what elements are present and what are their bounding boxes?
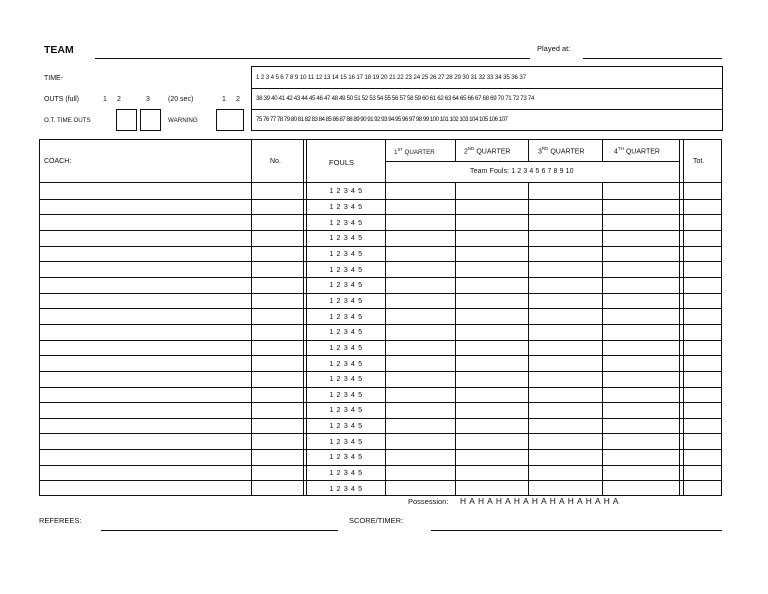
col-line-q4-tot-a <box>679 139 680 496</box>
row-divider <box>39 340 722 341</box>
row-divider <box>39 387 722 388</box>
q4-sup: TH <box>617 146 624 151</box>
player-fouls-cell[interactable]: 1 2 3 4 5 <box>329 452 363 462</box>
q2-sup: ND <box>467 146 475 151</box>
player-fouls-cell[interactable]: 1 2 3 4 5 <box>329 264 363 274</box>
outs-full-3[interactable]: 3 <box>146 96 150 103</box>
player-fouls-cell[interactable]: 1 2 3 4 5 <box>329 405 363 415</box>
q2-num: 2 <box>464 148 468 156</box>
row-divider <box>39 199 722 200</box>
player-fouls-cell[interactable]: 1 2 3 4 5 <box>329 389 363 399</box>
row-divider <box>39 214 722 215</box>
sec20-label: (20 sec) <box>168 96 194 103</box>
row-divider <box>39 324 722 325</box>
player-fouls-cell[interactable]: 1 2 3 4 5 <box>329 483 363 493</box>
header-bottom-line <box>39 182 722 183</box>
referees-label: REFEREES: <box>39 516 82 525</box>
referees-line[interactable] <box>101 530 338 531</box>
q4-header <box>614 146 660 155</box>
row-divider <box>39 293 722 294</box>
coach-label: COACH: <box>44 158 72 165</box>
played-at-line[interactable] <box>583 58 722 59</box>
row-divider <box>39 465 722 466</box>
q2-text: QUARTER <box>476 148 511 156</box>
warning-label: WARNING <box>168 117 198 124</box>
running-score-divider-1 <box>251 88 723 89</box>
col-line-q2-q3 <box>528 139 529 161</box>
q1-text: QUARTER <box>404 149 435 157</box>
row-divider <box>39 261 722 262</box>
outs-full-2[interactable]: 2 <box>117 96 121 103</box>
q3-header <box>538 146 584 155</box>
outs-full-label: OUTS (full) <box>44 96 79 103</box>
player-fouls-cell[interactable]: 1 2 3 4 5 <box>329 327 363 337</box>
row-divider <box>39 449 722 450</box>
row-divider <box>39 402 722 403</box>
col-line-q1-q2 <box>455 139 456 161</box>
q4-text: QUARTER <box>625 148 660 156</box>
q4-num: 4 <box>614 148 618 156</box>
running-score-divider-2 <box>251 109 723 110</box>
possession-label: Possession: <box>408 497 449 506</box>
ot-timeout-box-2[interactable] <box>140 109 161 131</box>
q3-sup: RD <box>541 146 549 151</box>
team-fouls-label[interactable]: Team Fouls: 1 2 3 4 5 6 7 8 9 10 <box>470 168 574 175</box>
played-at-label: Played at: <box>537 44 571 53</box>
ot-timeout-box-1[interactable] <box>116 109 137 131</box>
q1-header <box>394 147 435 156</box>
outs-full-1[interactable]: 1 <box>103 96 107 103</box>
team-name-line[interactable] <box>95 58 530 59</box>
row-divider <box>39 246 722 247</box>
player-fouls-cell[interactable]: 1 2 3 4 5 <box>329 342 363 352</box>
player-fouls-cell[interactable]: 1 2 3 4 5 <box>329 295 363 305</box>
col-line-q3-q4 <box>602 139 603 161</box>
score-timer-label: SCORE/TIMER: <box>349 516 404 525</box>
row-divider <box>39 371 722 372</box>
possession-arrow-marks[interactable]: H A H A H A H A H A H A H A H A H A <box>460 496 620 506</box>
ot-timeouts-label: O.T. TIME OUTS <box>44 117 91 124</box>
warning-box[interactable] <box>216 109 244 131</box>
player-fouls-cell[interactable]: 1 2 3 4 5 <box>329 358 363 368</box>
q1-sup: ST <box>397 147 403 152</box>
running-score-row-1[interactable]: 1 2 3 4 5 6 7 8 9 10 11 12 13 14 15 16 17 18 19 20 21 22 23 24 25 26 27 28 29 30 31 32 33 34 35 36 37 <box>256 74 526 81</box>
col-line-q4-tot-b <box>683 139 684 496</box>
q3-num: 3 <box>538 148 542 156</box>
row-divider <box>39 480 722 481</box>
player-fouls-cell[interactable]: 1 2 3 4 5 <box>329 233 363 243</box>
player-fouls-cell[interactable]: 1 2 3 4 5 <box>329 468 363 477</box>
player-fouls-cell[interactable]: 1 2 3 4 5 <box>329 202 363 211</box>
sec20-2[interactable]: 2 <box>236 96 240 103</box>
quarter-header-divider <box>385 161 680 162</box>
total-column-header: Tot. <box>693 158 705 165</box>
player-fouls-cell[interactable]: 1 2 3 4 5 <box>329 280 363 290</box>
running-score-row-2[interactable]: 38 39 40 41 42 43 44 45 46 47 48 49 50 51 52 53 54 55 56 57 58 59 60 61 62 63 64 65 66 67 68 69 70 71 72 73 74 <box>256 95 535 102</box>
row-divider <box>39 418 722 419</box>
row-divider <box>39 230 722 231</box>
player-fouls-cell[interactable]: 1 2 3 4 5 <box>329 217 363 227</box>
player-fouls-cell[interactable]: 1 2 3 4 5 <box>329 248 363 258</box>
score-timer-line[interactable] <box>431 530 722 531</box>
fouls-column-header: FOULS <box>329 158 355 167</box>
player-fouls-cell[interactable]: 1 2 3 4 5 <box>329 186 363 196</box>
row-divider <box>39 277 722 278</box>
q3-text: QUARTER <box>550 148 585 156</box>
player-fouls-cell[interactable]: 1 2 3 4 5 <box>329 436 363 446</box>
sec20-1[interactable]: 1 <box>222 96 226 103</box>
player-fouls-cell[interactable]: 1 2 3 4 5 <box>329 311 363 321</box>
player-fouls-cell[interactable]: 1 2 3 4 5 <box>329 421 363 431</box>
col-line-coach-no <box>251 139 252 496</box>
q2-header <box>464 146 510 155</box>
running-score-row-3[interactable]: 75 76 77 78 79 80 81 82 83 84 85 86 87 88 89 90 91 92 93 94 95 96 97 98 99 100 101 102 103 104 105 106 107 <box>256 116 508 123</box>
col-line-no-fouls-a <box>303 139 304 496</box>
row-divider <box>39 355 722 356</box>
q1-num: 1 <box>394 149 398 157</box>
player-fouls-cell[interactable]: 1 2 3 4 5 <box>329 374 363 384</box>
time-label: TIME- <box>44 75 64 82</box>
row-divider <box>39 433 722 434</box>
team-label: TEAM <box>44 44 74 56</box>
col-line-fouls-q1 <box>385 139 386 496</box>
no-column-header: No. <box>270 158 281 165</box>
row-divider <box>39 308 722 309</box>
